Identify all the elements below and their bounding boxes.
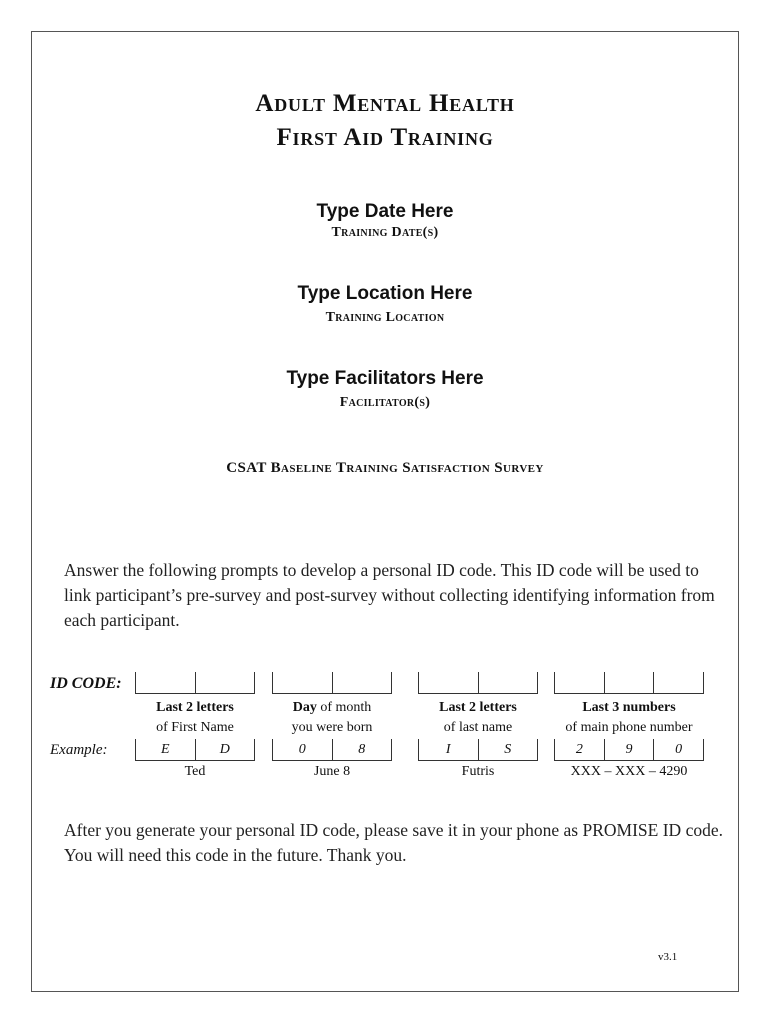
example-cell: 2 xyxy=(555,739,605,760)
caption-line2: of main phone number xyxy=(565,720,693,735)
facilitators-label: Facilitator(s) xyxy=(339,395,431,410)
caption-bold: Day xyxy=(292,700,317,715)
example-boxes xyxy=(135,739,255,761)
id-input-box[interactable] xyxy=(654,672,703,693)
caption-bold: Last 2 letters xyxy=(439,700,517,715)
caption-birth-day xyxy=(272,699,392,717)
id-input-box[interactable] xyxy=(136,672,196,693)
id-input-birth-day[interactable] xyxy=(272,672,392,694)
caption-bold: Last 2 letters xyxy=(156,700,234,715)
id-input-box[interactable] xyxy=(333,672,392,693)
id-input-box[interactable] xyxy=(419,672,479,693)
example-cell: S xyxy=(504,742,512,757)
id-input-first-name[interactable] xyxy=(135,672,255,694)
caption-bold: Last 3 numbers xyxy=(582,700,676,715)
example-cell: 0 xyxy=(675,742,683,757)
caption-last-name xyxy=(418,699,538,717)
id-input-box[interactable] xyxy=(196,672,255,693)
id-input-box[interactable] xyxy=(479,672,538,693)
example-cell: D xyxy=(219,742,230,757)
title-line-1: Adult Mental Health xyxy=(255,90,515,117)
example-cell: 9 xyxy=(605,739,655,760)
id-input-box[interactable] xyxy=(605,672,655,693)
survey-page xyxy=(31,31,739,992)
training-date-label: Training Date(s) xyxy=(331,225,439,240)
example-cell: I xyxy=(419,739,479,760)
survey-title: CSAT Baseline Training Satisfaction Survey xyxy=(226,460,544,476)
facilitators-field[interactable]: Type Facilitators Here xyxy=(286,368,484,389)
id-code-label: ID CODE: xyxy=(50,675,122,692)
intro-paragraph: Answer the following prompts to develop a personal ID code. This ID code will be used to link participant’s pre-survey and post-survey without collecting identifying information from each participant. xyxy=(64,560,715,630)
example-label: Example: xyxy=(50,742,108,758)
id-input-last-name[interactable] xyxy=(418,672,538,694)
training-location-label: Training Location xyxy=(325,310,445,325)
version-label: v3.1 xyxy=(658,951,678,963)
caption-phone xyxy=(554,699,704,717)
example-note: XXX – XXX – 4290 xyxy=(570,764,688,779)
id-input-phone[interactable] xyxy=(554,672,704,694)
example-boxes xyxy=(554,739,704,761)
id-input-box[interactable] xyxy=(555,672,605,693)
example-note: Ted xyxy=(184,764,206,779)
title-line-2: First Aid Training xyxy=(276,124,494,151)
training-location-field[interactable]: Type Location Here xyxy=(297,283,473,304)
example-note: June 8 xyxy=(313,764,351,779)
caption-first-name xyxy=(135,699,255,717)
example-cell: E xyxy=(136,739,196,760)
caption-line2: you were born xyxy=(291,720,373,735)
example-boxes xyxy=(418,739,538,761)
example-note: Futris xyxy=(461,764,495,779)
closing-paragraph: After you generate your personal ID code, please save it in your phone as PROMISE ID code. You will need this code in the future. Thank you. xyxy=(64,820,723,865)
example-boxes xyxy=(272,739,392,761)
caption-line2: of First Name xyxy=(156,720,234,735)
training-date-field[interactable]: Type Date Here xyxy=(316,201,454,222)
example-cell: 0 xyxy=(273,739,333,760)
example-cell: 8 xyxy=(358,742,366,757)
caption-line2: of last name xyxy=(443,720,513,735)
id-input-box[interactable] xyxy=(273,672,333,693)
caption-rest: of month xyxy=(316,700,372,715)
